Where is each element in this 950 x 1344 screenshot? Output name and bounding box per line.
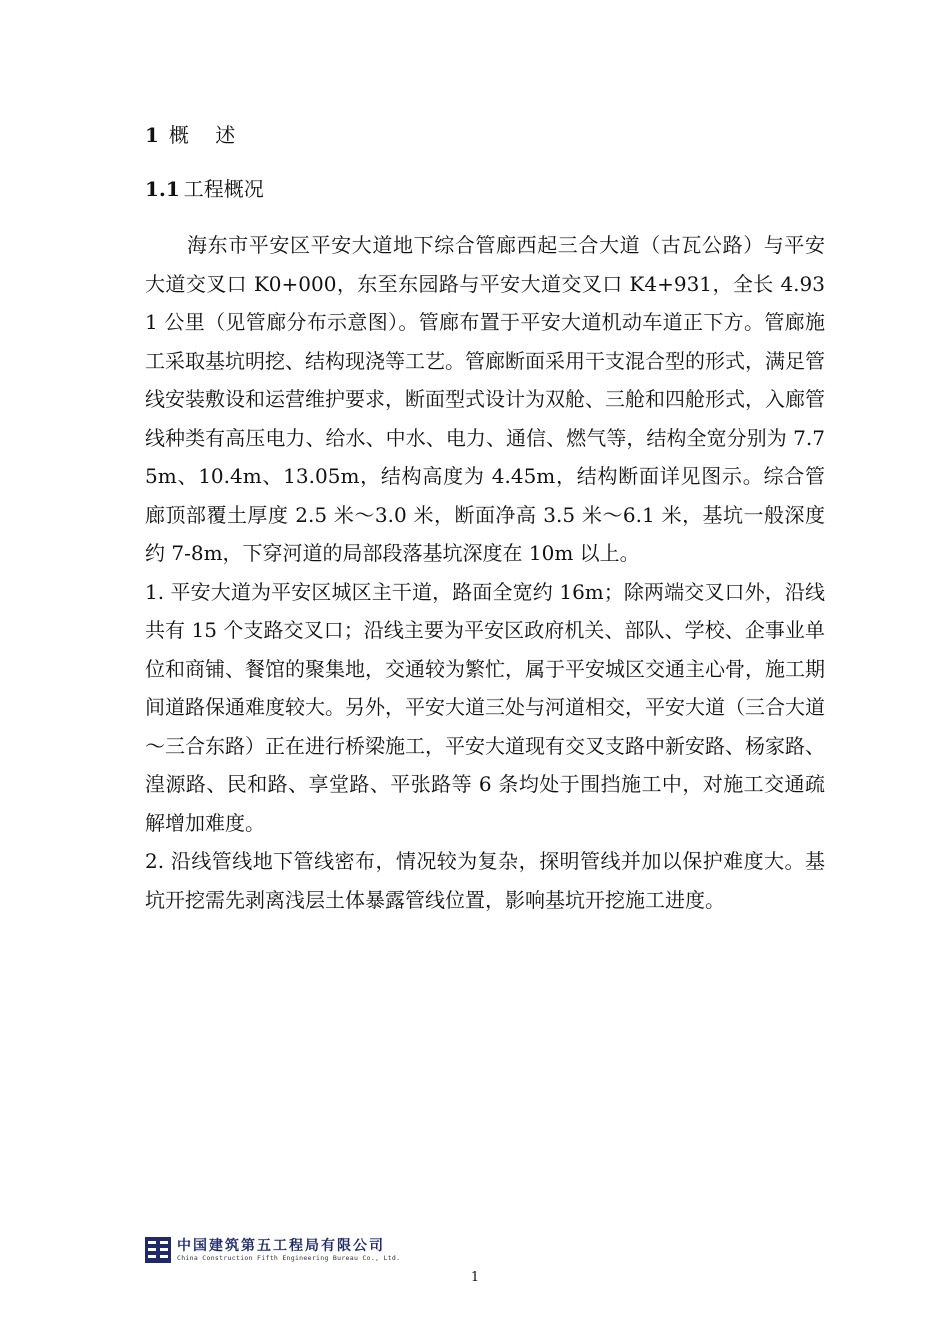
- document-body: [145, 118, 825, 919]
- subsection-title: 工程概况: [183, 177, 264, 201]
- section-title: 概 述: [168, 123, 246, 147]
- overview-paragraph: 海东市平安区平安大道地下综合管廊西起三合大道（古瓦公路）与平安大道交叉口 K0+000，东至东园路与平安大道交叉口 K4+931，全长 4.931 公里（见管廊分布示意图）。管廊布置于平安大道机动车道正下方。管廊施工采取基坑明挖、结构现浇等工艺。管廊断面采用干支混合型的形式，满足管线安装敷设和运营维护要求，断面型式设计为双舱、三舱和四舱形式，入廊管线种类有高压电力、给水、中水、电力、通信、燃气等，结构全宽分别为 7.75m、10.4m、13.05m，结构高度为 4.45m，结构断面详见图示。综合管廊顶部覆土厚度 2.5 米～3.0 米，断面净高 3.5 米～6.1 米，基坑一般深度约 7-8m，下穿河道的局部段落基坑深度在 10m 以上。: [145, 233, 825, 565]
- list-item-2: 2. 沿线管线地下管线密布，情况较为复杂，探明管线并加以保护难度大。基坑开挖需先剥离浅层土体暴露管线位置，影响基坑开挖施工进度。: [145, 849, 825, 912]
- subsection-number: 1.1: [145, 177, 180, 201]
- section-heading: [145, 118, 825, 152]
- list-item-1: 1. 平安大道为平安区城区主干道，路面全宽约 16m；除两端交叉口外，沿线共有 15 个支路交叉口；沿线主要为平安区政府机关、部队、学校、企事业单位和商铺、餐馆的聚集地，交通较为繁忙，属于平安城区交通主心骨，施工期间道路保通难度较大。另外，平安大道三处与河道相交，平安大道（三合大道～三合东路）正在进行桥梁施工，平安大道现有交叉支路中新安路、杨家路、湟源路、民和路、享堂路、平张路等 6 条均处于围挡施工中，对施工交通疏解增加难度。: [145, 579, 825, 835]
- subsection-heading: [145, 172, 825, 206]
- company-footer: [145, 1237, 400, 1263]
- company-name-block: [177, 1238, 400, 1263]
- company-name-en: China Construction Fifth Engineering Bureau Co., Ltd.: [177, 1253, 401, 1262]
- cscec-logo-icon: [145, 1237, 171, 1263]
- company-name-cn: 中国建筑第五工程局有限公司: [177, 1237, 385, 1254]
- page-number: 1: [470, 1270, 480, 1285]
- section-number: 1: [145, 123, 159, 147]
